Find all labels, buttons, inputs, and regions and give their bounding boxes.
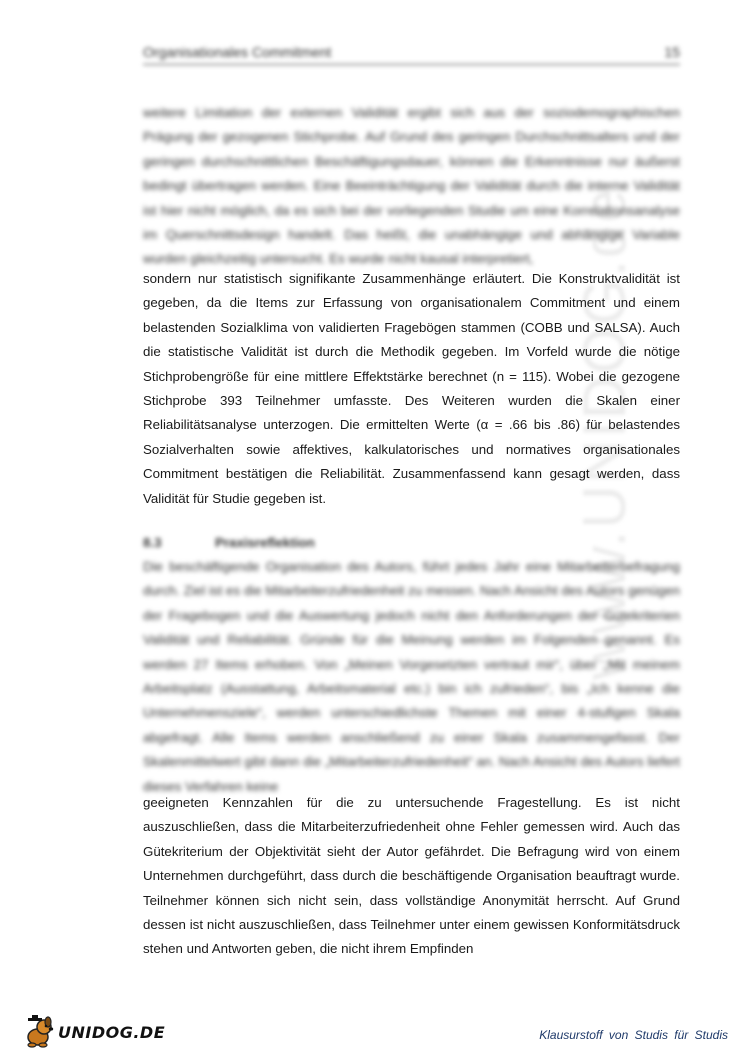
body-paragraph-2: geeigneten Kennzahlen für die zu untersuchende Fragestellung. Es ist nicht auszuschließen, dass die Mitarbeiterzufriedenheit ohne Fehler gemessen wird. Auch das Gütekriterium der Objektivität sieht der Autor gefährdet. Die Befragung wird von einem Unternehmen durchgeführt, dass durch die beschäftigende Organisation beauftragt wurde. Teilnehmer können sich nicht sein, dass vollständige Anonymität herrscht. Auf Grund dessen ist nicht auszuschließen, dass Teilnehmer unter einem gewissen Konformitätsdruck stehen und Antworten geben, die nicht ihrem Empfinden [143, 795, 680, 957]
blurred-paragraph-1: weitere Limitation der externen Validität ergibt sich aus der soziodemographischen Prägung der gezogenen Stichprobe. Auf Grund des geringen Durchschnittsalters und der geringen durchschnittlichen Beschäftigungsdauer, können die Erkenntnisse nur äußerst bedingt übertragen werden. Eine Beeinträchtigung der Validität durch die interne Validität ist hier nicht möglich, da es sich bei der vorliegenden Studie um eine Korrelationsanalyse im Querschnittsdesign handelt. Das heißt, die unabhängige und abhängige Variable wurden gleichzeitig untersucht. Es wurde nicht kausal interpretiert, [143, 105, 680, 267]
section-number: 8.3 [143, 535, 162, 550]
blurred-paragraph-2: Die beschäftigende Organisation des Autors, führt jedes Jahr eine Mitarbeiterbefragung durch. Ziel ist es die Mitarbeiterzufriedenheit zu messen. Nach Ansicht des Autors genügen der Fragebogen und die Auswertung jedoch nicht den Anforderungen der Gütekriterien Validität und Reliabilität. Gründe für die Meinung werden im Folgenden genannt. Es werden 27 Items erhoben. Von „Meinen Vorgesetzten vertraut mir“, über „Mit meinem Arbeitsplatz (Ausstattung, Arbeitsmaterial etc.) bin ich zufrieden“, bis „Ich kenne die Unternehmensziele“, werden unterschiedlichste Themen mit einer 4-stufigen Skala abgefragt. Alle Items werden anschließend zu einer Skala zusammengefasst. Der Skalenmittelwert gibt dann die „Mitarbeiterzufriedenheit“ an. Nach Ansicht des Autors liefert dieses Verfahren keine [143, 559, 680, 794]
dog-mascot-icon [22, 1015, 58, 1049]
footer-tagline: Klausurstoff von Studis für Studis [539, 1028, 728, 1042]
section-title: Praxisreflektion [215, 535, 315, 550]
body-paragraph-1: sondern nur statistisch signifikante Zusammenhänge erläutert. Die Konstruktvalidität ist gegeben, da die Items zur Erfassung von organisationalem Commitment und einem belastenden Sozialklima von validierten Fragebögen stammen (COBB und SALSA). Auch die statistische Validität ist durch die Methodik gegeben. Im Vorfeld wurde die nötige Stichprobengröße für eine mittlere Effektstärke berechnet (n = 115). Wobei die gezogene Stichprobe 393 Teilnehmer umfasste. Des Weiteren wurden die Skalen einer Reliabilitätsanalyse unterzogen. Die ermittelten Werte (α = .66 bis .86) für belastendes Sozialverhalten sowie affektives, kalkulatorisches und normatives organisationales Commitment bestätigen die Reliabilität. Zusammenfassend kann gesagt werden, dass Validität für Studie gegeben ist. [143, 271, 680, 506]
watermark: www.UNIDOG.de [571, 187, 638, 680]
header-title: Organisationales Commitment [143, 44, 332, 60]
running-header [143, 42, 680, 65]
section-heading [143, 533, 680, 553]
logo-text: UNIDOG.DE [58, 1023, 166, 1042]
unidog-logo[interactable] [22, 1015, 166, 1049]
page-number: 15 [664, 44, 680, 60]
